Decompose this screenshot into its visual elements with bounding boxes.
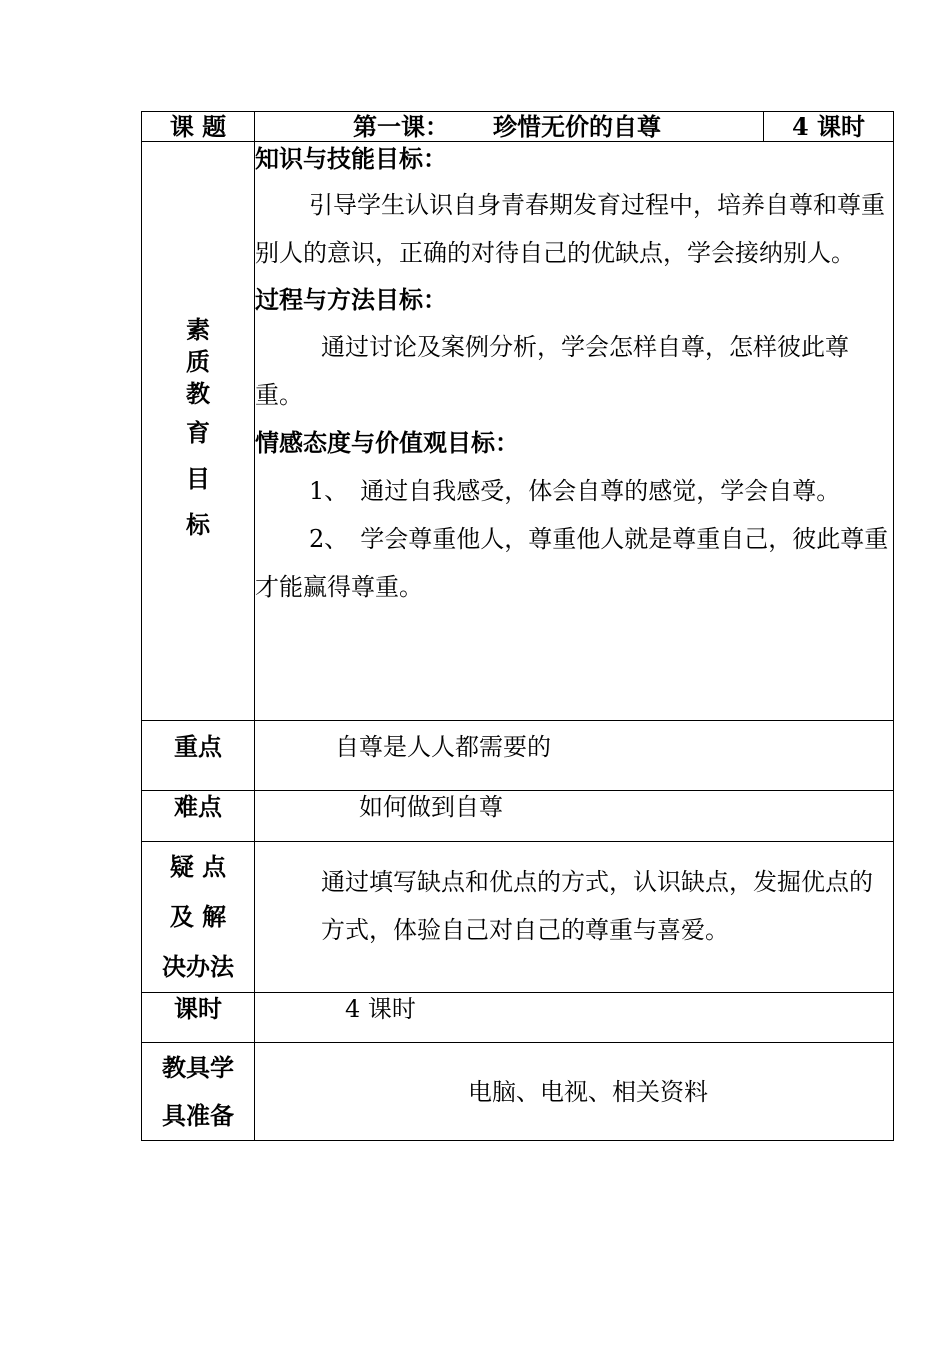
doubts-text: 通过填写缺点和优点的方式，认识缺点，发掘优点的方式，体验自己对自己的尊重与喜爱。	[255, 842, 894, 993]
tools-label	[142, 1043, 255, 1141]
knowledge-text: 引导学生认识自身青春期发育过程中，培养自尊和尊重别人的意识，正确的对待自己的优缺点，学会接纳别人。	[255, 191, 885, 267]
lesson-hours: 4 课时	[764, 112, 894, 142]
lesson-title: 珍惜无价的自尊	[493, 112, 661, 141]
class-hours-label: 课时	[142, 993, 255, 1043]
difficulty-row	[142, 791, 894, 842]
tools-label-line: 具准备	[162, 1100, 234, 1130]
lesson-title-cell	[255, 112, 764, 142]
goals-label	[142, 142, 255, 721]
doubts-label-line: 疑 点	[169, 852, 227, 881]
key-point-label: 重点	[142, 721, 255, 791]
doubts-label-line: 及 解	[169, 902, 227, 931]
key-point-text: 自尊是人人都需要的	[255, 721, 894, 791]
knowledge-heading: 知识与技能目标：	[255, 144, 447, 173]
doubts-label	[142, 842, 255, 993]
goals-row	[142, 142, 894, 721]
class-hours-row	[142, 993, 894, 1043]
doubts-row	[142, 842, 894, 993]
lesson-number: 第一课：	[353, 112, 449, 141]
process-heading: 过程与方法目标：	[255, 285, 447, 314]
goals-label-char: 标	[186, 510, 210, 539]
difficulty-label: 难点	[142, 791, 255, 842]
tools-text: 电脑、电视、相关资料	[255, 1043, 894, 1141]
goals-label-char: 教	[186, 379, 210, 408]
emotion-heading: 情感态度与价值观目标：	[255, 428, 519, 457]
doubts-label-line: 决办法	[162, 952, 234, 981]
process-text: 通过讨论及案例分析，学会怎样自尊，怎样彼此尊重。	[255, 333, 849, 409]
key-point-row	[142, 721, 894, 791]
goals-label-char: 目	[186, 464, 210, 493]
difficulty-text: 如何做到自尊	[255, 791, 894, 842]
lesson-plan-table	[141, 111, 894, 1141]
header-label: 课 题	[142, 112, 255, 142]
header-row	[142, 112, 894, 142]
emotion-item-1: 1、 通过自我感受，体会自尊的感觉，学会自尊。	[309, 477, 841, 505]
goals-label-char: 质	[186, 347, 210, 376]
emotion-item-2: 2、 学会尊重他人，尊重他人就是尊重自己，彼此尊重才能赢得尊重。	[255, 525, 889, 601]
class-hours-text: 4 课时	[255, 993, 894, 1043]
goals-label-char: 育	[186, 418, 210, 447]
tools-label-line: 教具学	[162, 1052, 234, 1082]
goals-label-char: 素	[186, 315, 210, 344]
tools-row	[142, 1043, 894, 1141]
goals-content	[255, 142, 894, 721]
